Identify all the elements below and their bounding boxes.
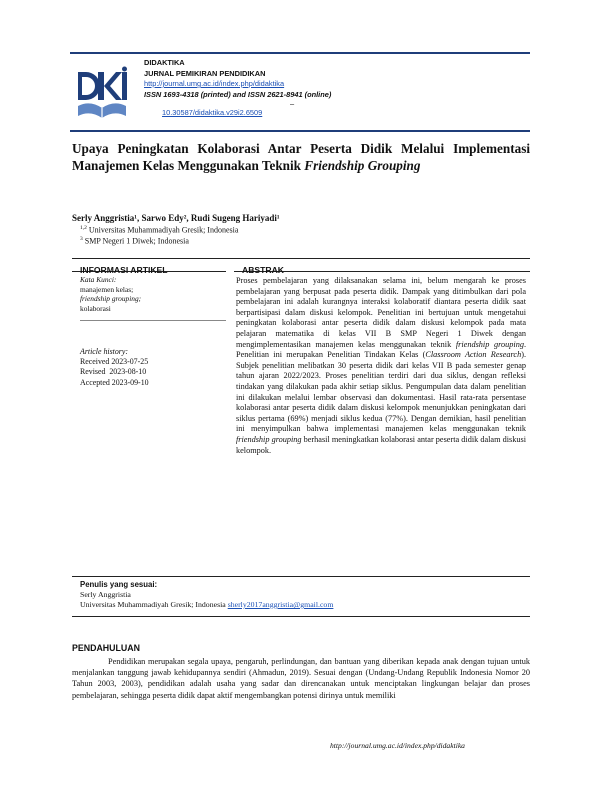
journal-dash: – xyxy=(290,99,295,108)
journal-issn: ISSN 1693-4318 (printed) and ISSN 2621-8941 (online) xyxy=(144,89,332,99)
abstract-part-3: ). Subjek penelitian melibatkan 30 peserta didik dari kelas VII B pada semester genap tahun ajaran 2022/2023. Proses penelitian terdiri dari dua siklus, dengan refleksi tindakan yang dilakukan pada akhir setiap siklus. Pengumpulan data dalam penelitian ini dilakukan melalui lembar observasi dan dokumentasi. Hasil rata-rata persentase kolaborasi antar peserta didik dalam diskusi kelompok menunjukkan peningkatan dari siklus pertama (69%) menjadi siklus kedua (77%). Dengan demikian, hasil penelitian ini menyimpulkan bahwa implementasi manajemen kelas menggunakan teknik xyxy=(236,350,527,434)
abstract-term-1: friendship grouping xyxy=(455,339,524,349)
journal-name: DIDAKTIKA xyxy=(144,58,185,67)
journal-url-link[interactable]: http://journal.umg.ac.id/index.php/didaktika xyxy=(144,79,285,88)
article-title xyxy=(72,140,530,174)
intro-heading: PENDAHULUAN xyxy=(72,643,140,653)
abstract-heading-text: ABSTRAK xyxy=(242,265,285,275)
penulis-bottom-rule xyxy=(72,616,530,617)
affiliation-2-text: SMP Negeri 1 Diwek; Indonesia xyxy=(84,236,189,246)
abstract-part-2: . Penelitian ini merupakan Penelitian Tindakan Kelas ( xyxy=(236,339,527,360)
abstract-text xyxy=(236,276,526,456)
header-top-rule xyxy=(70,52,530,54)
article-history xyxy=(80,347,224,388)
journal-header xyxy=(144,58,524,119)
table-bottom-rule xyxy=(72,576,530,577)
abstract-term-3: friendship grouping xyxy=(236,434,302,444)
affiliation-1-marker: 1,2 xyxy=(80,225,87,231)
didaktika-logo-icon xyxy=(74,66,130,122)
keyword-3: kolaborasi xyxy=(80,303,111,313)
author-list: Serly Anggristia¹, Sarwo Edy², Rudi Sugeng Hariyadi¹ xyxy=(72,213,280,223)
keyword-1: manajemen kelas; xyxy=(80,284,134,294)
affiliation-2 xyxy=(80,236,189,246)
corresponding-affil: Universitas Muhammadiyah Gresik; Indonesia xyxy=(80,600,228,609)
affiliation-2-marker: 3 xyxy=(80,236,83,242)
keywords-block xyxy=(80,275,224,313)
history-received: Received 2023-07-25 xyxy=(80,357,149,367)
journal-subtitle: JURNAL PEMIKIRAN PENDIDIKAN xyxy=(144,68,266,78)
corresponding-author xyxy=(80,580,333,610)
keyword-2: friendship grouping; xyxy=(80,294,142,304)
doi-link[interactable]: 10.30587/didaktika.v29i2.6509 xyxy=(162,108,263,117)
header-bottom-rule xyxy=(70,130,530,132)
abstract-part-1: Proses pembelajaran yang dilaksanakan selama ini, belum mengarah ke proses pembelajaran yang berpusat pada peserta didik. Dampak yang ditimbulkan dari pola pembelajaran ini adalah kurangnya interaksi kolaboratif diantara peserta didik saat berpartisipasi dalam diskusi kelompok. Penelitian ini bertujuan untuk mengetahui peningkatan kolaborasi antar peserta didik dalam diskusi kelompok pada mata pelajaran matematika di kelas VII B SMP Negeri 1 Diwek dengan mengimplementasikan manajemen kelas menggunakan teknik xyxy=(236,276,526,349)
corresponding-email-link[interactable]: sherly2017anggristia@gmail.com xyxy=(227,600,334,609)
corresponding-heading: Penulis yang sesuai: xyxy=(80,580,158,589)
abstract-term-2: Classroom Action Research xyxy=(425,350,522,360)
keywords-label: Kata Kunci: xyxy=(80,275,117,284)
affiliation-1 xyxy=(80,225,238,235)
corresponding-name: Serly Anggristia xyxy=(80,590,131,599)
intro-paragraph: Pendidikan merupakan segala upaya, pengaruh, perlindungan, dan bantuan yang diberikan kepada anak dengan tujuan untuk menjalankan tanggung jawab kehidupannya sendiri (Ahmadun, 2019). Sesuai dengan (Undang-Undang Republik Indonesia Nomor 20 Tahun 2003, 2003), pendidikan adalah usaha yang sadar dan direncanakan untuk menciptakan lingkungan belajar dan proses pembelajaran, sehingga peserta didik dapat aktif mengembangkan potensi dirinya untuk memiliki xyxy=(72,657,530,700)
history-accepted: Accepted 2023-09-10 xyxy=(80,377,149,387)
info-heading-text: INFORMASI ARTIKEL xyxy=(80,265,168,275)
article-title-italic: Friendship Grouping xyxy=(304,158,421,173)
history-label: Article history: xyxy=(80,347,128,356)
keywords-divider xyxy=(80,320,226,321)
affiliation-1-text: Universitas Muhammadiyah Gresik; Indonesia xyxy=(88,225,239,235)
article-title-main: Upaya Peningkatan Kolaborasi Antar Peserta Didik Melalui Implementasi Manajemen Kelas Menggunakan Teknik xyxy=(72,141,530,173)
footer-url: http://journal.umg.ac.id/index.php/didaktika xyxy=(330,741,465,750)
abstract-part-4: berhasil meningkatkan kolaborasi antar peserta didik dalam diskusi kelompok. xyxy=(236,434,526,455)
history-revised: Revised 2023-08-10 xyxy=(80,367,147,377)
table-top-rule xyxy=(72,258,530,259)
